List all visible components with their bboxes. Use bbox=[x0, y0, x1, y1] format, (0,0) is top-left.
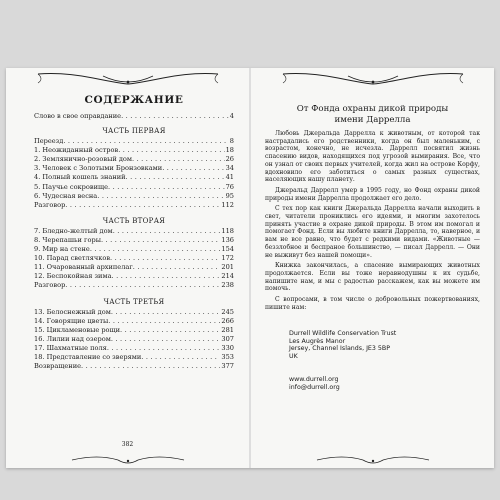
foundation-heading-line2: имени Даррелла bbox=[334, 114, 411, 125]
toc-entry-page: 4 bbox=[229, 112, 234, 120]
toc-entry bbox=[34, 245, 234, 254]
toc-entry-page: 18 bbox=[225, 146, 234, 155]
top-ornament-icon bbox=[33, 70, 223, 88]
toc-entry bbox=[34, 201, 234, 210]
toc-entry-title: 11. Очарованный архипелаг bbox=[34, 263, 133, 272]
paragraph: С тех пор как книги Джеральда Даррелла начали выходить в свет, читатели прониклись его идеями, и многим захотелось принять участие в охране дикой природы. В этом им помогал и помогает Фонд. Если вы любите книги Даррелла, то, наверное, и вам не все равно, что будет с редкими видами. «Животные — беззлобное и беспраное большинство, — писал Даррелл. — Они не выживут без нашей помощи». bbox=[265, 205, 480, 259]
toc-entry-title: 18. Представление со зверями bbox=[34, 352, 142, 361]
right-page bbox=[251, 68, 494, 468]
toc-entry-page: 281 bbox=[221, 325, 234, 334]
toc-entry-page: 377 bbox=[221, 362, 234, 371]
toc-entry-title: 15. Цикламеновые рощи bbox=[34, 325, 121, 334]
toc-entry-title: 5. Паучье сокровище bbox=[34, 182, 109, 191]
toc-entry bbox=[34, 263, 234, 272]
toc-entry-title: 7. Бледно-желтый дом bbox=[34, 226, 113, 235]
toc-entry bbox=[34, 344, 234, 353]
toc-leader-dots bbox=[162, 164, 224, 173]
toc-entry bbox=[34, 146, 234, 155]
toc-entry-page: 154 bbox=[221, 245, 234, 254]
toc-leader-dots bbox=[108, 183, 225, 192]
toc-entry-page: 95 bbox=[225, 191, 234, 200]
toc-leader-dots bbox=[101, 236, 220, 245]
contact-links bbox=[289, 376, 340, 391]
paragraph: Джеральд Даррелл умер в 1995 году, но Фонд охраны дикой природы имени Даррелла продолжает его дело. bbox=[265, 186, 480, 202]
toc-leader-dots bbox=[65, 201, 220, 210]
toc-leader-dots bbox=[111, 308, 221, 317]
toc-entry-page: 266 bbox=[221, 316, 234, 325]
toc-leader-dots bbox=[90, 245, 221, 254]
toc-entry-title: Разговор bbox=[34, 200, 66, 209]
toc-entry-page: 34 bbox=[225, 164, 234, 173]
toc-leader-dots bbox=[120, 326, 220, 335]
toc-leader-dots bbox=[118, 146, 224, 155]
toc-entry-title: 3. Человек с Золотыми Бронзовками bbox=[34, 164, 163, 173]
book-spread bbox=[6, 68, 494, 468]
toc-part-title: ЧАСТЬ ПЕРВАЯ bbox=[102, 127, 166, 136]
website-link: www.durrell.org bbox=[289, 376, 339, 383]
toc-entry bbox=[34, 112, 234, 121]
toc-entry-page: 41 bbox=[225, 173, 234, 182]
foundation-heading bbox=[261, 104, 484, 125]
toc-entry bbox=[34, 281, 234, 290]
toc-entry bbox=[34, 183, 234, 192]
toc-entry-title: 14. Говорящие цветы bbox=[34, 316, 109, 325]
foundation-heading-line1: От Фонда охраны дикой природы bbox=[296, 104, 449, 114]
paragraph: С вопросами, в том числе о добровольных пожертвованиях, пишите нам: bbox=[265, 296, 480, 311]
toc-part-title: ЧАСТЬ ВТОРАЯ bbox=[102, 216, 166, 225]
paragraph: Книжка закончилась, а спасение вымирающих животных продолжается. Если вы тоже неравнодушны к их судьбе, напишите нам, и мы с радостью расскажем, как вы можете им помочь. bbox=[265, 262, 480, 293]
toc-entry-title: 17. Шахматные поля bbox=[34, 343, 107, 352]
toc-leader-dots bbox=[97, 192, 224, 201]
table-of-contents bbox=[34, 112, 234, 371]
toc-entry-page: 136 bbox=[221, 235, 234, 244]
toc-entry bbox=[34, 317, 234, 326]
address-line: UK bbox=[289, 352, 298, 360]
toc-entry bbox=[34, 326, 234, 335]
toc-entry-page: 76 bbox=[225, 182, 234, 191]
toc-entry-title: 10. Парад светлячков bbox=[34, 254, 111, 263]
toc-leader-dots bbox=[141, 353, 220, 362]
toc-leader-dots bbox=[81, 362, 220, 371]
toc-entry-title: 1. Неожиданный остров bbox=[34, 146, 119, 155]
toc-entry bbox=[34, 362, 234, 371]
toc-entry-page: 353 bbox=[221, 352, 234, 361]
toc-leader-dots bbox=[65, 281, 220, 290]
toc-leader-dots bbox=[112, 272, 221, 281]
toc-entry bbox=[34, 192, 234, 201]
toc-leader-dots bbox=[108, 317, 220, 326]
toc-leader-dots bbox=[133, 263, 221, 272]
toc-entry bbox=[34, 137, 234, 146]
toc-entry bbox=[34, 254, 234, 263]
toc-entry-page: 8 bbox=[229, 137, 234, 146]
toc-entry-title: Слово в свое оправдание bbox=[34, 112, 122, 120]
toc-entry-page: 330 bbox=[221, 343, 234, 352]
toc-leader-dots bbox=[111, 335, 221, 344]
toc-entry-title: Разговор bbox=[34, 281, 66, 290]
toc-entry-page: 112 bbox=[221, 200, 234, 209]
toc-entry-title: 2. Землянично-розовый дом bbox=[34, 155, 132, 164]
toc-entry-title: 16. Лилии над озером bbox=[34, 334, 111, 343]
top-ornament-icon bbox=[278, 70, 468, 88]
toc-entry-title: Возвращение bbox=[34, 362, 81, 371]
toc-entry-title: Переезд bbox=[34, 137, 64, 146]
toc-leader-dots bbox=[113, 227, 221, 236]
toc-entry bbox=[34, 272, 234, 281]
toc-part-title: ЧАСТЬ ТРЕТЬЯ bbox=[103, 297, 165, 306]
toc-leader-dots bbox=[63, 137, 228, 146]
bottom-ornament-icon bbox=[313, 452, 433, 466]
page-number: 382 bbox=[121, 441, 134, 448]
toc-entry bbox=[34, 236, 234, 245]
toc-entry bbox=[34, 173, 234, 182]
address-line: Durrell Wildlife Conservation Trust bbox=[289, 330, 397, 337]
toc-entry-page: 238 bbox=[221, 281, 234, 290]
toc-entry-title: 13. Белоснежный дом bbox=[34, 307, 111, 316]
address-line: Jersey, Channel Islands, JE3 5BP bbox=[289, 345, 391, 353]
toc-entry-title: 12. Беспокойная зима bbox=[34, 272, 112, 281]
address-line: Les Augrès Manor bbox=[289, 337, 346, 345]
toc-entry-page: 245 bbox=[221, 307, 234, 316]
toc-leader-dots bbox=[110, 254, 220, 263]
toc-leader-dots bbox=[107, 344, 221, 353]
postal-address bbox=[289, 330, 396, 360]
toc-entry bbox=[34, 308, 234, 317]
paragraph: Любовь Джеральда Даррелла к животным, от которой так настрадались его родственники, когда он был маленьким, с возрастом, конечно, не исчезла. Даррелл посвятил жизнь спасению видов, находящихся под угрозой вымирания. Все, что он узнал от своих первых учителей, когда жил на острове Корфу, вдохновило его заботиться о самых разных существах, населяющих нашу планету. bbox=[265, 130, 480, 184]
toc-entry-title: 9. Мир на стене bbox=[34, 245, 90, 254]
toc-entry-page: 307 bbox=[221, 334, 234, 343]
toc-entry bbox=[34, 335, 234, 344]
email-link: info@durrell.org bbox=[289, 383, 340, 391]
toc-entry bbox=[34, 164, 234, 173]
toc-entry bbox=[34, 227, 234, 236]
toc-heading: СОДЕРЖАНИЕ bbox=[84, 94, 184, 106]
toc-entry-page: 172 bbox=[221, 254, 234, 263]
toc-entry-title: 4. Полный кошель знаний bbox=[34, 173, 126, 182]
toc-entry-page: 201 bbox=[221, 263, 234, 272]
toc-entry-page: 26 bbox=[225, 155, 234, 164]
toc-entry-title: 6. Чудесная весна bbox=[34, 191, 98, 200]
toc-entry-page: 214 bbox=[221, 272, 234, 281]
toc-entry-title: 8. Черепашьи горы bbox=[34, 235, 101, 244]
toc-entry-page: 118 bbox=[221, 226, 234, 235]
toc-entry bbox=[34, 155, 234, 164]
foundation-text bbox=[265, 130, 480, 314]
left-page bbox=[6, 68, 249, 468]
toc-leader-dots bbox=[126, 173, 225, 182]
toc-leader-dots bbox=[121, 112, 229, 121]
toc-leader-dots bbox=[132, 155, 225, 164]
toc-entry bbox=[34, 353, 234, 362]
bottom-ornament-icon bbox=[68, 452, 188, 466]
